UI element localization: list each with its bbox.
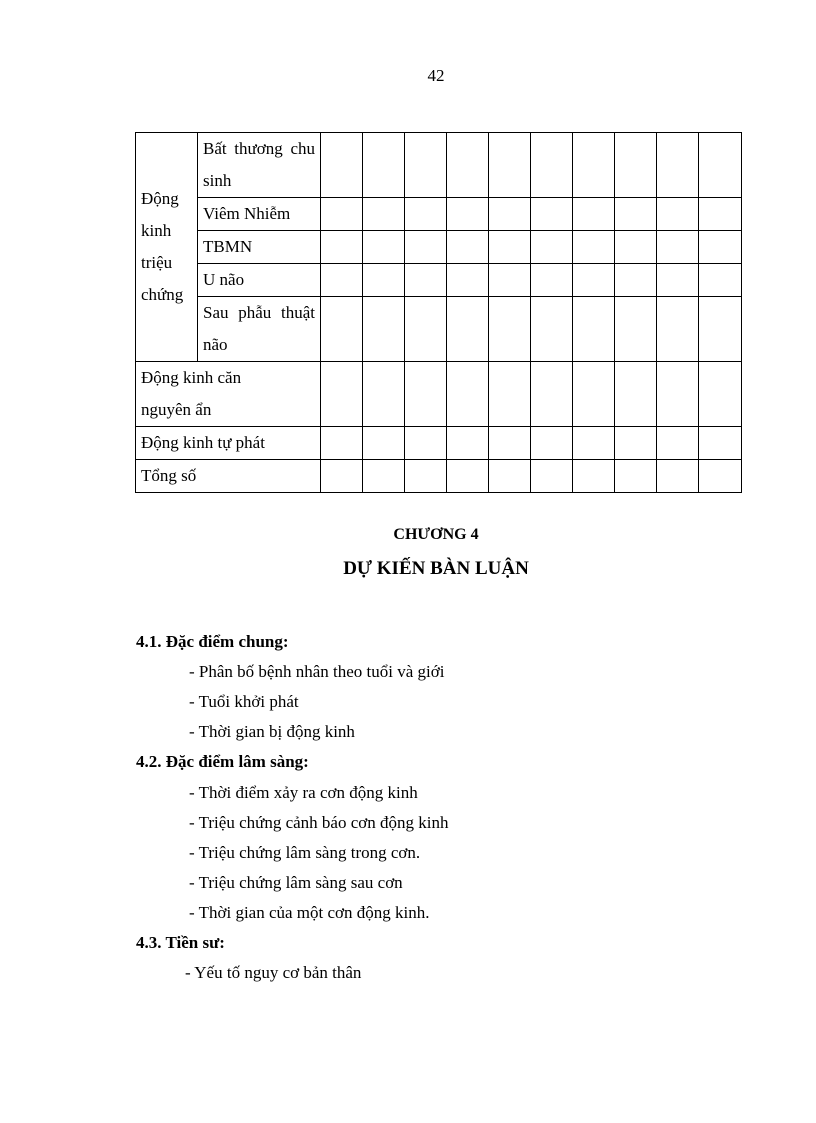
list-item: - Thời gian của một cơn động kinh. <box>189 903 430 922</box>
table-row <box>136 198 742 231</box>
row-label: Bất thương chu sinh <box>203 139 315 190</box>
row-label-cell <box>198 264 321 297</box>
list-item: - Triệu chứng lâm sàng trong cơn. <box>189 843 421 862</box>
table-row <box>136 427 742 460</box>
list-item: - Thời điểm xảy ra cơn động kinh <box>189 783 418 802</box>
row-label: U não <box>203 270 245 289</box>
section-heading: 4.2. Đặc điểm lâm sàng: <box>136 752 309 771</box>
row-label-cell <box>198 133 321 198</box>
section-heading: 4.3. Tiền sư: <box>136 933 225 952</box>
row-label-cell <box>136 427 321 460</box>
list-item: - Tuổi khởi phát <box>189 692 299 711</box>
list-item: - Triệu chứng lâm sàng sau cơn <box>189 873 403 892</box>
section-heading: 4.1. Đặc điểm chung: <box>136 632 289 651</box>
table-row <box>136 133 742 198</box>
row-label: Tổng số <box>141 466 197 485</box>
chapter-number: CHƯƠNG 4 <box>393 526 479 543</box>
list-item: - Triệu chứng cảnh báo cơn động kinh <box>189 813 449 832</box>
data-table <box>135 132 742 493</box>
table-row <box>136 460 742 493</box>
table-row <box>136 362 742 427</box>
row-label-cell <box>198 231 321 264</box>
row-label: Động kinh căn nguyên ẩn <box>141 368 242 419</box>
group-label: Động kinh triệu chứng <box>141 189 184 304</box>
chapter-title: DỰ KIẾN BÀN LUẬN <box>343 558 529 579</box>
row-label-cell <box>198 198 321 231</box>
list-item: - Thời gian bị động kinh <box>189 722 355 741</box>
page-number: 42 <box>427 66 445 85</box>
row-label: Sau phẫu thuật não <box>203 303 315 354</box>
row-label: TBMN <box>203 237 253 256</box>
row-label: Viêm Nhiễm <box>203 204 291 223</box>
list-item: - Yếu tố nguy cơ bản thân <box>185 963 362 982</box>
list-item: - Phân bố bệnh nhân theo tuổi và giới <box>189 662 445 681</box>
row-label-cell <box>136 362 321 427</box>
group-label-cell <box>136 133 198 362</box>
row-label-cell <box>198 297 321 362</box>
table-row <box>136 264 742 297</box>
table-row <box>136 231 742 264</box>
row-label-cell <box>136 460 321 493</box>
table-row <box>136 297 742 362</box>
row-label: Động kinh tự phát <box>141 433 265 452</box>
